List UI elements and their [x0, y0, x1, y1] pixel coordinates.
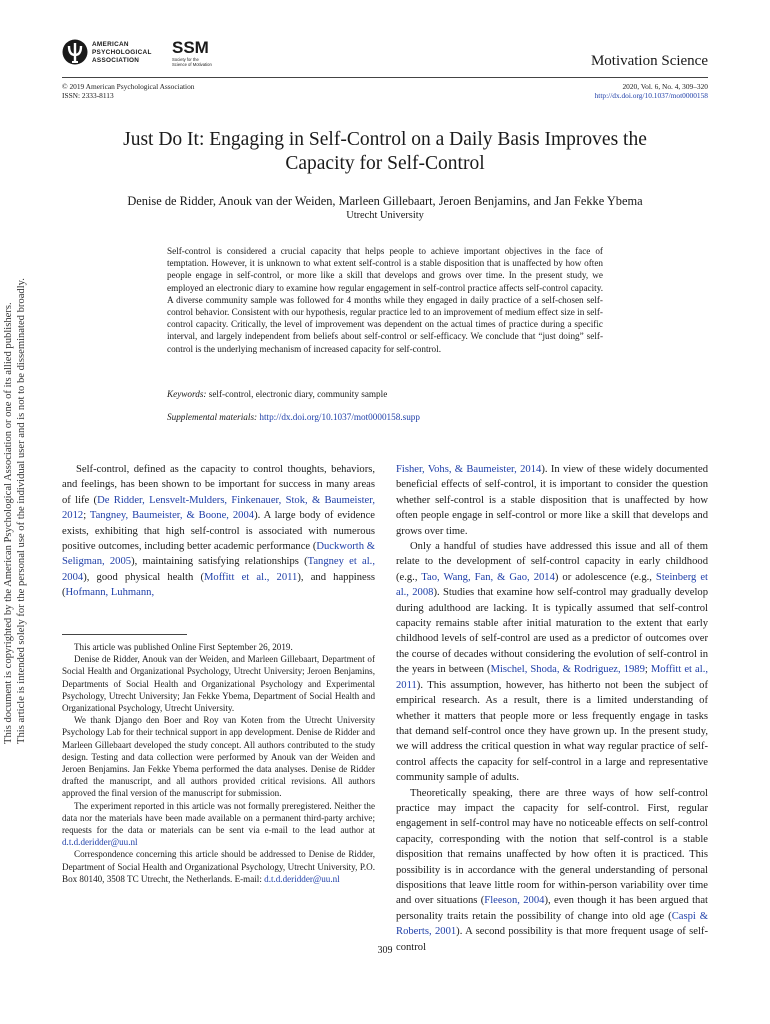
publisher-name: AMERICAN PSYCHOLOGICAL ASSOCIATION — [92, 41, 152, 64]
citation-link[interactable]: Moffitt et al., 2011 — [204, 571, 298, 583]
keywords — [167, 389, 603, 399]
citation-link[interactable]: Duckworth & Seligman, 2005 — [62, 541, 375, 568]
citation-link[interactable]: Moffitt et al., 2011 — [396, 664, 708, 691]
supp-label: Supplemental materials: — [167, 412, 258, 422]
ssm-logo-icon: SSM — [172, 38, 209, 57]
email-link[interactable]: d.t.d.deridder@uu.nl — [62, 837, 138, 848]
doi-link[interactable]: http://dx.doi.org/10.1037/mot0000158 — [594, 91, 708, 100]
paragraph: Fisher, Vohs, & Baumeister, 2014). In view of these widely documented beneficial effects of self-control, it is important to consider the question whether self-control is a stable disposition that is unaffected by how often people engage in self-control or more like a skill that develops and grows over time. — [396, 464, 708, 537]
body-column-left — [62, 462, 375, 601]
keywords-label: Keywords: — [167, 389, 207, 399]
citation-link[interactable]: Mischel, Shoda, & Rodriguez, 1989 — [490, 664, 645, 676]
page-number: 309 — [377, 945, 393, 956]
citation-link[interactable]: Tangney, Baumeister, & Boone, 2004 — [89, 510, 255, 522]
apa-psi-logo-icon — [62, 38, 88, 66]
citation-link[interactable]: Tangney et al., 2004 — [62, 556, 375, 583]
citation-link[interactable]: Fisher, Vohs, & Baumeister, 2014 — [396, 464, 542, 475]
abstract: Self-control is considered a crucial capacity that helps people to achieve important objectives in the face of temptation. However, it is unknown to what extent self-control is a stable disposition that is unaffected by how often people engage in self-control, or more like a skill that develops and grows over time. In the present study, we employed an electronic diary to examine how regular engagement in self-control practice affects self-control capacity. A diverse community sample was followed for 4 months while they engaged in daily practice of a self-chosen self-control behavior. Consistent with our hypothesis, regular practice led to an improvement of medium effect size in self-control capacity. Critically, the level of improvement was dependent on the actual times of practice during a specific interval, and largely independent from beliefs about self-control or self-efficacy. We conclude that “just doing” self-control is the underlying mechanism of increased capacity for self-control. — [167, 246, 603, 354]
email-link[interactable]: d.t.d.deridder@uu.nl — [264, 873, 340, 884]
affiliation: Utrecht University — [346, 210, 424, 221]
citation-link[interactable]: Caspi & Roberts, 2001 — [396, 910, 708, 938]
citation-link[interactable]: Fleeson, 2004 — [484, 895, 545, 907]
citation-link[interactable]: Tao, Wang, Fan, & Gao, 2014 — [421, 571, 555, 583]
copyright-line: © 2019 American Psychological Association — [62, 82, 195, 91]
issn-line: ISSN: 2333-8113 — [62, 91, 114, 100]
supplemental-materials — [167, 412, 603, 422]
footnote-correspondence: Correspondence concerning this article should be addressed to Denise de Ridder, Department of Social Health and Organizational Psychology, Utrecht University, P.O. Box 80140, 3508 TC Utrecht, the Netherlands. E-mail: d.t.d.deridder@uu.nl — [62, 849, 375, 884]
footnote-acknowledgments: We thank Django den Boer and Roy van Koten from the Utrecht University Psychology Lab for their technical support in app development. Denise de Ridder and Marleen Gillebaart developed the study concept. All authors contributed to the study design. Testing and data collection were performed by Anouk van der Weiden and Jeroen Benjamins. Jan Fekke Ybema performed the data analyses. Denise de Ridder drafted the manuscript, and all authors provided critical revisions. All authors approved the final version of the manuscript for submission. — [62, 715, 375, 799]
side-copyright-notice: This document is copyrighted by the American Psychological Association or one of its allied publishers. — [3, 302, 14, 744]
paragraph: Only a handful of studies have addressed this issue and all of them relate to the development of self-control capacity in early childhood (e.g., Tao, Wang, Fan, & Gao, 2014) or adolescence (e.g., Steinberg et al., 2008). Studies that examine how self-control may gradually develop during adulthood are lacking. It is typically assumed that self-control capacity remains stable after initial maturation to the extent that early childhood levels of self-control are used as a predictor of outcomes over the course of decades without considering the evolution of self-control in the years in between (Mischel, Shoda, & Rodriguez, 1989; Moffitt et al., 2011). This assumption, however, has hitherto not been the subject of empirical research. As a result, there is a limited understanding of whether it matters that people more or less frequently engage in tasks that demand self-control once they have grown up. In the present study, we will address the critical question in what way regular practice of self-control affects the capacity for self-control in a large and representative community sample of adults. — [396, 541, 708, 784]
footnote-published: This article was published Online First September 26, 2019. — [74, 642, 293, 652]
keywords-text: self-control, electronic diary, community sample — [208, 389, 388, 399]
author-list: Denise de Ridder, Anouk van der Weiden, Marleen Gillebaart, Jeroen Benjamins, and Jan Fekke Ybema — [127, 194, 643, 208]
copyright-block — [62, 82, 194, 100]
paragraph: Theoretically speaking, there are three ways of how self-control practice may impact the capacity for self-control. First, regular engagement in self-control may have no noticeable effects on self-control capacity, corresponding with the notion that self-control is a stable disposition that remains unaffected by how often it is practiced. This possibility is in accordance with the general understanding of personal dispositions that leave little room for within-person variability over time and over situations (Fleeson, 2004), even though it has been argued that personality traits retain the possibility of change into old age (Caspi & Roberts, 2001). A second possibility is that more frequent usage of self-control — [396, 787, 708, 953]
article-title: Just Do It: Engaging in Self-Control on a Daily Basis Improves the Capacity for Self-Control — [123, 129, 647, 174]
side-usage-notice: This article is intended solely for the personal use of the individual user and is not to be disseminated broadly. — [16, 278, 27, 744]
volume-info: 2020, Vol. 6, No. 4, 309–320 — [622, 82, 708, 91]
journal-name: Motivation Science — [590, 53, 708, 69]
footnote-affiliations: Denise de Ridder, Anouk van der Weiden, and Marleen Gillebaart, Department of Social Health and Organizational Psychology, Utrecht University; Jeroen Benjamins, Departments of Social Health and Organizational Psychology and Experimental Psychology, Utrecht University; Jan Fekke Ybema, Department of Social Health and Organizational Psychology, Utrecht University. — [62, 654, 375, 714]
body-column-right — [396, 462, 708, 955]
volume-block — [595, 82, 708, 100]
paragraph: Self-control, defined as the capacity to control thoughts, behaviors, and feelings, has been shown to be important for success in many areas of life (De Ridder, Lensvelt-Mulders, Finkenauer, Stok, & Baumeister, 2012; Tangney, Baumeister, & Boone, 2004). A large body of evidence exists, exhibiting that high self-control is associated with numerous positive outcomes, including better academic performance (Duckworth & Seligman, 2005), maintaining satisfying relationships (Tangney et al., 2004), good physical health (Moffitt et al., 2011), and happiness (Hofmann, Luhmann, — [62, 464, 375, 599]
citation-link[interactable]: De Ridder, Lensvelt-Mulders, Finkenauer, Stok, & Baumeister, 2012 — [62, 494, 375, 522]
footnote-divider — [62, 634, 187, 635]
header-divider — [62, 77, 708, 78]
supp-link[interactable]: http://dx.doi.org/10.1037/mot0000158.supp — [259, 412, 420, 422]
ssm-logo-subtitle: Society for the Science of Motivation — [172, 57, 212, 67]
citation-link[interactable]: Steinberg et al., 2008 — [396, 571, 708, 599]
author-note — [62, 641, 375, 885]
citation-link[interactable]: Hofmann, Luhmann, — [65, 587, 155, 599]
footnote-data-availability: The experiment reported in this article was not formally preregistered. Neither the data nor the materials have been made available on a permanent third-party archive; requests for the data or materials can be sent via e-mail to the lead author at d.t.d.deridder@uu.nl — [62, 800, 375, 848]
